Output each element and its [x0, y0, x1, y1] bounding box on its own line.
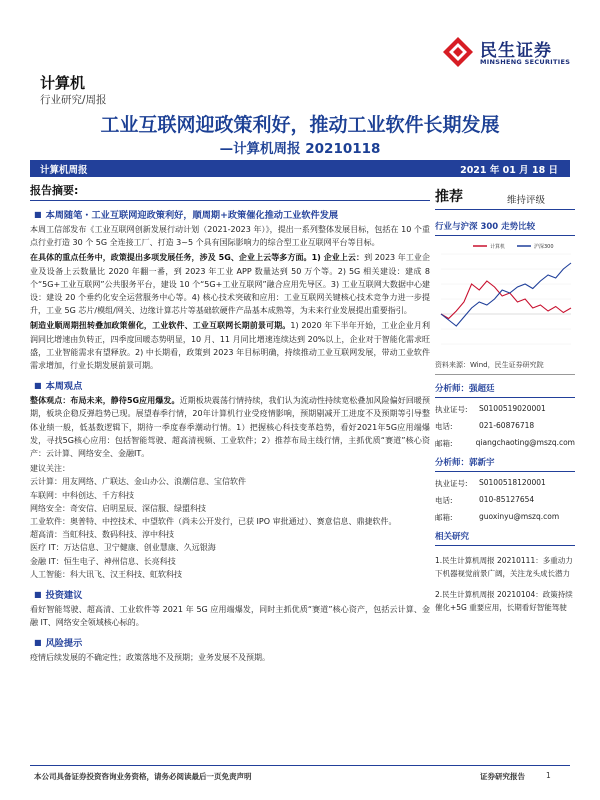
section-bullet-icon: ■ — [34, 589, 42, 599]
minsheng-logo-icon — [442, 36, 474, 68]
header-bar — [30, 160, 570, 177]
paragraph-lead: 在具体的重点任务中，政策提出多项发展任务，涉及 5G、企业上云等多方面。1) 企业上云： — [30, 253, 365, 263]
list-item: 超高清：当虹科技、数码科技、淳中科技 — [30, 530, 174, 540]
analyst-heading: 分析师：郭新宇 — [435, 456, 575, 472]
paragraph: 疫情后续发展的不确定性；政策落地不及预期；业务发展不及预期。 — [30, 653, 270, 663]
section-heading-investment-advice — [30, 587, 430, 601]
list-item: 医疗 IT：万达信息、卫宁健康、创业慧康、久远银海 — [30, 543, 216, 553]
chart-heading: 行业与沪深 300 走势比较 — [435, 220, 575, 236]
recommendation: 推荐 — [435, 189, 463, 205]
list-item: 人工智能：科大讯飞、汉王科技、虹软科技 — [30, 569, 182, 579]
section-heading-text: 投资建议 — [45, 590, 83, 602]
paragraph-lead: 整体观点：布局未来，静待5G应用爆发。 — [30, 396, 180, 406]
info-key: 电话: — [435, 422, 453, 431]
trend-chart — [435, 240, 575, 352]
paragraph-body: 到 2023 年工业企业及设备上云数量比 2020 年翻一番，到 2023 年工业 APP 数量达到 50 万个等。2) 5G 相关建设：建成 8 个“5G+工业互联网”公共服务平台，建设 10 个“5G+工业互联网”融合应用先导区。3) 工业互联网大数据中心建设：建设 20 个垂约化安全运营服务中心等。4) 核心技术突破和应用：工业互联网关键核心技术竞争力进一步提升，工业 5G 芯片/模组/网关、边缘计算芯片等基础软硬件产品基本成熟等，为未来行业发展提出重要指引。 — [30, 253, 431, 316]
paragraph — [30, 319, 430, 372]
info-key: 邮箱: — [435, 439, 453, 448]
related-research-item[interactable]: 2.民生计算机周报 20210104：政策持续催化+5G 重要应用，长期看好智能驾驶 — [435, 590, 573, 612]
paragraph: 看好智能驾驶、超高清、工业软件等 2021 年 5G 应用端爆发，同时主抓优质“赛道”核心资产，包括云计算、金融 IT、网络安全领域核心标的。 — [30, 605, 430, 628]
report-subtitle: —计算机周报 20210118 — [219, 141, 381, 157]
info-value: 021-60876718 — [479, 421, 535, 430]
analyst-info-row — [435, 438, 575, 449]
analyst-info-row — [435, 421, 575, 432]
section-heading-weekly-view — [30, 378, 430, 392]
analyst-heading: 分析师：强超廷 — [435, 382, 575, 398]
info-key: 电话: — [435, 496, 453, 505]
info-value: S0100519020001 — [479, 404, 546, 413]
list-item: 网络安全：奇安信、启明星辰、深信服、绿盟科技 — [30, 503, 206, 513]
footer-divider — [30, 765, 570, 766]
section-heading-weekly-essay — [30, 207, 430, 221]
series-line-industry — [441, 281, 571, 319]
chart-legend — [473, 243, 554, 250]
info-value: 010-85127654 — [479, 495, 535, 504]
page-number: 1 — [546, 771, 551, 780]
section-heading-risk — [30, 635, 430, 649]
info-value: S0100518120001 — [479, 478, 546, 487]
bar-report-date: 2021 年 01 月 18 日 — [460, 165, 558, 176]
section-bullet-icon: ■ — [34, 209, 42, 219]
analyst-info-row — [435, 478, 575, 489]
paragraph: 本周工信部发布《工业互联网创新发展行动计划（2021-2023 年）》，提出一系列整体发展目标，包括在 10 个重点行业打造 30 个 5G 全连接工厂、打造 3~5 个具有国际影响力的综合型工业互联网平台等目标。 — [30, 225, 430, 248]
analyst-info-row — [435, 404, 575, 415]
paragraph-lead: 制造业顺周期扭转叠加政策催化，工业软件、工业互联网长期前景可期。 — [30, 321, 291, 331]
section-bullet-icon: ■ — [34, 380, 42, 390]
section-heading-text: 风险提示 — [45, 638, 83, 650]
paragraph-body: 近期板块震荡行情持续，我们认为流动性持续宽松叠加风险偏好回暖预期，板块企稳反弹趋势已现。展望春季行情，20年计算机行业受疫情影响，预期剔减开工进度不及预期等引导整体业绩一般，低基数逻辑下，期待一季度春季潮动行情。1）把握核心科技变革趋势，看好2021年5G应用端爆发，寻找5G核心应用：包括智能驾驶、超高清视频、工业软件；2）推荐布局主线行情，主抓优质“赛道”核心资产：云计算、网络安全、金融IT。 — [30, 396, 431, 459]
legend-label-industry: 计算机 — [490, 244, 506, 250]
analyst-email-link[interactable]: guoxinyu@mszq.com — [479, 512, 560, 521]
section-heading-text: 本周观点 — [45, 381, 83, 393]
logo-english-name: MINSHENG SECURITIES — [480, 58, 571, 66]
sidebar-column — [435, 186, 575, 614]
list-item: 车联网：中科创达、千方科技 — [30, 490, 134, 500]
report-title: 工业互联网迎政策利好，推动工业软件长期发展 — [100, 114, 500, 136]
rating-status: 维持评级 — [507, 195, 546, 206]
section-heading-text: 本周随笔・工业互联网迎政策利好，顺周期+政策催化推动工业软件发展 — [45, 210, 339, 221]
logo-name: 民生证券 — [480, 41, 552, 61]
list-item: 建议关注： — [30, 464, 70, 474]
analyst-email-link[interactable]: qiangchaoting@mszq.com — [475, 438, 575, 447]
related-research-item[interactable]: 1.民生计算机周报 20210111：多重动力下机器视觉前景广阔，关注龙头成长潜力 — [435, 556, 573, 578]
chart-source: 资料来源：Wind，民生证券研究院 — [435, 360, 575, 375]
chart-grid — [441, 254, 571, 344]
analyst-info-row — [435, 512, 575, 523]
section-bullet-icon: ■ — [34, 637, 42, 647]
related-research-heading: 相关研究 — [435, 530, 575, 546]
trend-chart-svg — [435, 240, 575, 352]
info-key: 执业证号: — [435, 405, 468, 414]
info-key: 执业证号: — [435, 479, 468, 488]
list-item: 云计算：用友网络、广联达、金山办公、浪潮信息、宝信软件 — [30, 477, 246, 487]
footer-disclaimer: 本公司具备证券投资咨询业务资格，请务必阅读最后一页免责声明 — [34, 772, 252, 781]
list-item: 金融 IT：恒生电子、神州信息、长亮科技 — [30, 556, 176, 566]
stock-list — [30, 462, 430, 581]
report-type: 行业研究/周报 — [40, 94, 107, 106]
summary-column — [30, 178, 430, 665]
summary-divider — [30, 200, 430, 201]
list-item: 工业软件：奥普特、中控技术、中望软件（尚未公开发行，已获 IPO 审批通过）、赛意信息、鼎捷软件。 — [30, 517, 397, 527]
paragraph — [30, 394, 430, 460]
bar-report-series: 计算机周报 — [40, 165, 88, 176]
rating-row — [435, 186, 575, 210]
chart-series — [441, 263, 571, 326]
summary-heading: 报告摘要: — [30, 184, 79, 197]
analyst-info-row — [435, 495, 575, 506]
legend-label-csi300: 沪深300 — [534, 244, 554, 250]
footer-label: 证券研究报告 — [480, 772, 525, 781]
info-key: 邮箱: — [435, 513, 453, 522]
minsheng-logo — [442, 36, 592, 68]
paragraph-body: 1) 2020 年下半年开始，工业企业月利润同比增速由负转正，四季度回暖态势明显，10 月、11 月同比增速连续达到 20%以上，企业对于智能化需求旺盛，工业智能需求有望释放。2) 中长期看，政策到 2023 年目标明确，持续推动工业互联网发展，带动工业软件需求增加，行业长期发展前景可期。 — [30, 321, 431, 371]
paragraph — [30, 251, 430, 317]
sector-label: 计算机 — [40, 74, 86, 92]
